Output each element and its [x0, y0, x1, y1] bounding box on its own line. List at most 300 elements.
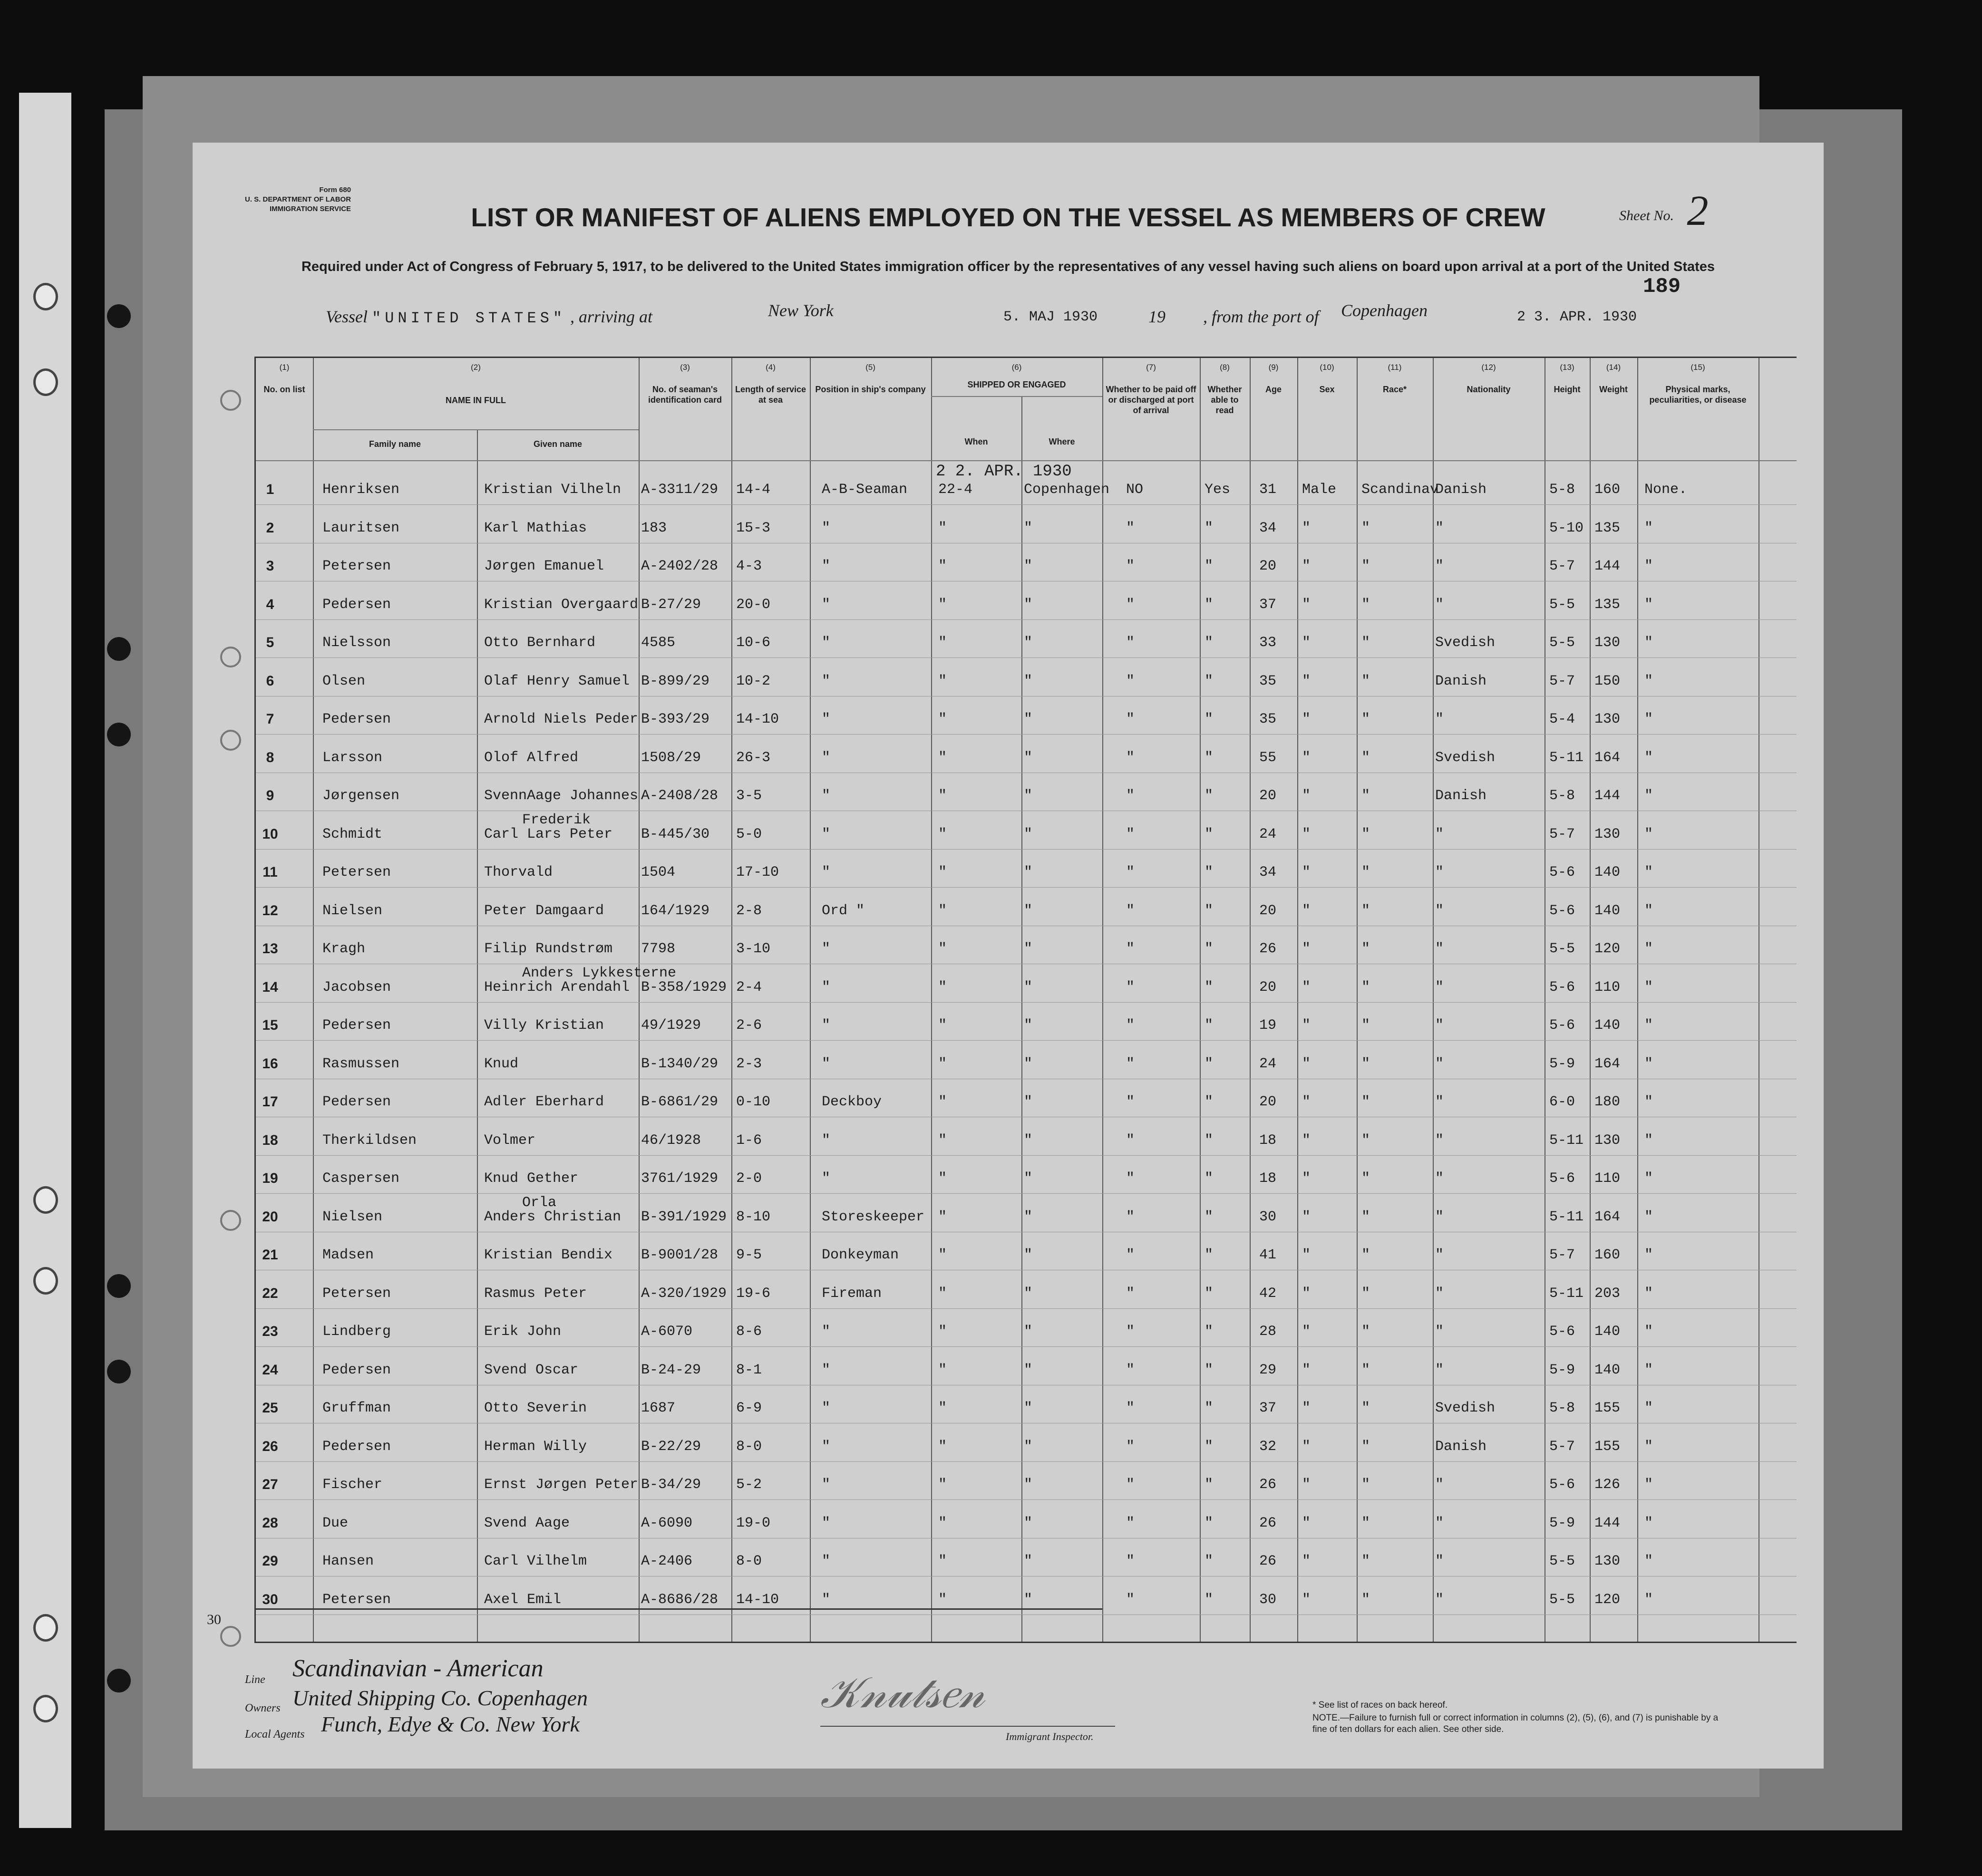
- age: 18: [1259, 1132, 1277, 1149]
- position: ": [822, 749, 831, 766]
- weight: 155: [1594, 1400, 1621, 1416]
- sex: ": [1302, 1247, 1311, 1263]
- able-to-read: ": [1205, 1055, 1214, 1072]
- race: ": [1361, 1055, 1370, 1072]
- punch-ring: [220, 730, 241, 751]
- id-card: A-6070: [641, 1324, 693, 1340]
- col-rule: [1433, 358, 1434, 1642]
- service-length: 10-6: [736, 635, 771, 651]
- given-name: Karl Mathias: [484, 520, 587, 536]
- punch-hole: [107, 1274, 131, 1298]
- sex: ": [1302, 902, 1311, 919]
- family-name: Pedersen: [322, 711, 391, 727]
- row-rule: [256, 1002, 1797, 1003]
- family-name: Therkildsen: [322, 1132, 417, 1149]
- height: 5-7: [1549, 826, 1575, 842]
- physical-marks: ": [1644, 1400, 1653, 1416]
- id-card: B-358/1929: [641, 979, 727, 996]
- row-number: 7: [266, 711, 274, 727]
- paid-off: ": [1126, 558, 1135, 574]
- nationality: ": [1435, 1324, 1444, 1340]
- race: ": [1361, 941, 1370, 957]
- given-name: Ernst Jørgen Peter: [484, 1477, 639, 1493]
- weight: 120: [1594, 1591, 1621, 1608]
- row-rule: [256, 1499, 1797, 1500]
- engaged-when: ": [938, 1055, 947, 1072]
- physical-marks: ": [1644, 1362, 1653, 1378]
- age: 30: [1259, 1209, 1277, 1225]
- engaged-when: ": [938, 596, 947, 613]
- column-number: (8): [1220, 363, 1230, 372]
- id-card: 46/1928: [641, 1132, 701, 1149]
- row-number: 1: [266, 482, 274, 497]
- nationality: ": [1435, 1591, 1444, 1608]
- weight: 140: [1594, 902, 1621, 919]
- binder-hole: [33, 283, 58, 310]
- col-rule: [477, 429, 478, 1642]
- race: ": [1361, 673, 1370, 689]
- race: ": [1361, 1400, 1370, 1416]
- page-title: LIST OR MANIFEST OF ALIENS EMPLOYED ON THE VESSEL AS MEMBERS OF CREW: [471, 203, 1545, 232]
- row-number: 19: [262, 1170, 278, 1186]
- punch-hole: [107, 1669, 131, 1692]
- margin-number: 30: [207, 1612, 221, 1627]
- id-card: B-391/1929: [641, 1209, 727, 1225]
- weight: 135: [1594, 596, 1621, 613]
- given-name: Knud: [484, 1055, 519, 1072]
- race: ": [1361, 1362, 1370, 1378]
- age: 20: [1259, 1094, 1277, 1110]
- row-number: 6: [266, 673, 274, 689]
- paid-off: ": [1126, 1362, 1135, 1378]
- agents-value: Funch, Edye & Co. New York: [321, 1712, 580, 1736]
- paid-off: ": [1126, 1400, 1135, 1416]
- able-to-read: ": [1205, 1362, 1214, 1378]
- weight: 203: [1594, 1285, 1621, 1302]
- engaged-where: ": [1024, 558, 1033, 574]
- given-name: Otto Bernhard: [484, 635, 596, 651]
- age: 20: [1259, 902, 1277, 919]
- id-card: 1504: [641, 864, 676, 880]
- height: 5-10: [1549, 520, 1584, 536]
- paid-off: ": [1126, 1515, 1135, 1531]
- weight: 164: [1594, 1055, 1621, 1072]
- family-name: Petersen: [322, 864, 391, 880]
- given-name: Axel Emil: [484, 1591, 562, 1608]
- service-length: 19-6: [736, 1285, 771, 1302]
- nationality: Svedish: [1435, 1400, 1496, 1416]
- service-length: 5-2: [736, 1477, 762, 1493]
- row-number: 30: [262, 1591, 278, 1607]
- paid-off: ": [1126, 1247, 1135, 1263]
- able-to-read: ": [1205, 558, 1214, 574]
- engaged-date-stamp: 2 2. APR. 1930: [936, 463, 1072, 481]
- given-name: Kristian Overgaard: [484, 596, 639, 613]
- engaged-when: ": [938, 1324, 947, 1340]
- height: 5-8: [1549, 482, 1575, 498]
- column-number: (4): [766, 363, 776, 372]
- engaged-where: ": [1024, 902, 1033, 919]
- service-length: 8-1: [736, 1362, 762, 1378]
- column-number: (10): [1320, 363, 1334, 372]
- engaged-where: ": [1024, 941, 1033, 957]
- position: ": [822, 1324, 831, 1340]
- family-name: Petersen: [322, 1285, 391, 1302]
- given-name: Herman Willy: [484, 1438, 587, 1455]
- id-card: B-27/29: [641, 596, 701, 613]
- row-number: 28: [262, 1515, 278, 1531]
- age: 24: [1259, 1055, 1277, 1072]
- race: ": [1361, 1515, 1370, 1531]
- age: 24: [1259, 826, 1277, 842]
- position: ": [822, 1591, 831, 1608]
- weight: 150: [1594, 673, 1621, 689]
- col-rule: [1590, 358, 1591, 1642]
- physical-marks: ": [1644, 1209, 1653, 1225]
- given-name: Rasmus Peter: [484, 1285, 587, 1302]
- able-to-read: ": [1205, 1132, 1214, 1149]
- family-name: Pedersen: [322, 1438, 391, 1455]
- family-name: Due: [322, 1515, 349, 1531]
- paid-off: ": [1126, 941, 1135, 957]
- engaged-when: ": [938, 902, 947, 919]
- family-name: Petersen: [322, 1591, 391, 1608]
- id-card: 49/1929: [641, 1017, 701, 1034]
- paid-off: ": [1126, 864, 1135, 880]
- race: ": [1361, 1170, 1370, 1187]
- col-rule: [1357, 358, 1358, 1642]
- physical-marks: ": [1644, 1324, 1653, 1340]
- family-name: Pedersen: [322, 1362, 391, 1378]
- nationality: ": [1435, 1055, 1444, 1072]
- subheader-rule: [931, 396, 1102, 397]
- weight: 120: [1594, 941, 1621, 957]
- given-name: Villy Kristian: [484, 1017, 604, 1034]
- engaged-where: ": [1024, 1591, 1033, 1608]
- height: 5-7: [1549, 1247, 1575, 1263]
- position: ": [822, 596, 831, 613]
- paid-off: ": [1126, 1477, 1135, 1493]
- engaged-when: ": [938, 1362, 947, 1378]
- stamp-number: 189: [1643, 275, 1681, 299]
- race: ": [1361, 1477, 1370, 1493]
- race: ": [1361, 1324, 1370, 1340]
- service-length: 5-0: [736, 826, 762, 842]
- given-name: Kristian Bendix: [484, 1247, 613, 1263]
- subhead-when: When: [964, 437, 988, 446]
- engaged-where: ": [1024, 1362, 1033, 1378]
- weight: 180: [1594, 1094, 1621, 1110]
- arriving-label: , arriving at: [570, 307, 653, 326]
- age: 55: [1259, 749, 1277, 766]
- sex: ": [1302, 979, 1311, 996]
- age: 31: [1259, 482, 1277, 498]
- nationality: ": [1435, 1209, 1444, 1225]
- race: Scandinav: [1361, 482, 1439, 498]
- sex: ": [1302, 1438, 1311, 1455]
- age: 20: [1259, 558, 1277, 574]
- id-card: B-445/30: [641, 826, 710, 842]
- nationality: ": [1435, 1170, 1444, 1187]
- engaged-where: ": [1024, 596, 1033, 613]
- position: Ord ": [822, 902, 865, 919]
- engaged-when: ": [938, 1094, 947, 1110]
- paid-off: ": [1126, 749, 1135, 766]
- row-number: 4: [266, 596, 274, 612]
- id-card: 183: [641, 520, 667, 536]
- nationality: ": [1435, 864, 1444, 880]
- position: Storeskeeper: [822, 1209, 925, 1225]
- paid-off: ": [1126, 1209, 1135, 1225]
- punch-hole: [107, 304, 131, 328]
- weight: 160: [1594, 482, 1621, 498]
- service-length: 0-10: [736, 1094, 771, 1110]
- column-number: (13): [1560, 363, 1574, 372]
- paid-off: ": [1126, 1170, 1135, 1187]
- inspector-label: Immigrant Inspector.: [1006, 1731, 1094, 1742]
- service-length: 14-4: [736, 482, 771, 498]
- year-label: 19: [1148, 307, 1166, 326]
- physical-marks: ": [1644, 1132, 1653, 1149]
- position: ": [822, 558, 831, 574]
- height: 5-5: [1549, 941, 1575, 957]
- id-card: B-393/29: [641, 711, 710, 727]
- given-name: Jørgen Emanuel: [484, 558, 604, 574]
- age: 26: [1259, 1553, 1277, 1569]
- service-length: 4-3: [736, 558, 762, 574]
- able-to-read: ": [1205, 1170, 1214, 1187]
- race: ": [1361, 635, 1370, 651]
- age: 33: [1259, 635, 1277, 651]
- height: 5-7: [1549, 558, 1575, 574]
- paid-off: ": [1126, 902, 1135, 919]
- races-note: * See list of races on back hereof.: [1312, 1700, 1448, 1710]
- sex: ": [1302, 673, 1311, 689]
- nationality: ": [1435, 711, 1444, 727]
- nationality: ": [1435, 1515, 1444, 1531]
- race: ": [1361, 979, 1370, 996]
- given-name: Anders Christian: [484, 1209, 622, 1225]
- arrival-port: New York: [768, 301, 834, 320]
- row-number: 23: [262, 1324, 278, 1339]
- position: ": [822, 1170, 831, 1187]
- col-rule: [810, 358, 811, 1642]
- race: ": [1361, 1553, 1370, 1569]
- id-card: A-2406: [641, 1553, 693, 1569]
- able-to-read: ": [1205, 1247, 1214, 1263]
- physical-marks: ": [1644, 826, 1653, 842]
- form-number: Form 680: [319, 186, 351, 194]
- row-rule: [256, 619, 1797, 620]
- engaged-when: ": [938, 1553, 947, 1569]
- position: ": [822, 1477, 831, 1493]
- col-rule: [1250, 358, 1251, 1642]
- position: ": [822, 1132, 831, 1149]
- family-name: Henriksen: [322, 482, 400, 498]
- position: Deckboy: [822, 1094, 882, 1110]
- row-number: 24: [262, 1362, 278, 1378]
- sex: ": [1302, 1132, 1311, 1149]
- col-rule: [1637, 358, 1638, 1642]
- nationality: Svedish: [1435, 635, 1496, 651]
- column-label: Whether to be paid off or discharged at port of arrival: [1106, 385, 1196, 415]
- age: 32: [1259, 1438, 1277, 1455]
- engaged-where: ": [1024, 1400, 1033, 1416]
- given-name: Volmer: [484, 1132, 536, 1149]
- column-label: Age: [1265, 385, 1282, 394]
- service-length: 14-10: [736, 1591, 779, 1608]
- id-card: 1508/29: [641, 749, 701, 766]
- sex: ": [1302, 826, 1311, 842]
- column-number: (14): [1606, 363, 1621, 372]
- column-label: Physical marks, peculiarities, or disease: [1649, 385, 1747, 405]
- race: ": [1361, 1285, 1370, 1302]
- height: 5-6: [1549, 1324, 1575, 1340]
- paid-off: ": [1126, 635, 1135, 651]
- weight: 135: [1594, 520, 1621, 536]
- family-name: Kragh: [322, 941, 366, 957]
- family-name: Petersen: [322, 558, 391, 574]
- position: ": [822, 1553, 831, 1569]
- service: IMMIGRATION SERVICE: [269, 205, 351, 213]
- race: ": [1361, 596, 1370, 613]
- paid-off: ": [1126, 979, 1135, 996]
- physical-marks: ": [1644, 1285, 1653, 1302]
- physical-marks: ": [1644, 596, 1653, 613]
- nationality: ": [1435, 1094, 1444, 1110]
- family-name: Jacobsen: [322, 979, 391, 996]
- family-name: Lindberg: [322, 1324, 391, 1340]
- service-length: 19-0: [736, 1515, 771, 1531]
- engaged-when: ": [938, 673, 947, 689]
- subheader-rule: [313, 429, 639, 430]
- sex: ": [1302, 711, 1311, 727]
- able-to-read: ": [1205, 902, 1214, 919]
- height: 5-4: [1549, 711, 1575, 727]
- row-rule: [256, 1308, 1797, 1309]
- paid-off: ": [1126, 788, 1135, 804]
- service-length: 17-10: [736, 864, 779, 880]
- agents-label: Local Agents: [245, 1728, 305, 1741]
- row-rule: [256, 734, 1797, 735]
- engaged-where: ": [1024, 1553, 1033, 1569]
- owners-label: Owners: [245, 1702, 281, 1714]
- height: 5-11: [1549, 1132, 1584, 1149]
- family-name: Rasmussen: [322, 1055, 400, 1072]
- sex: ": [1302, 520, 1311, 536]
- subhead-family: Family name: [369, 439, 421, 449]
- punch-hole: [107, 1360, 131, 1383]
- physical-marks: ": [1644, 864, 1653, 880]
- age: 28: [1259, 1324, 1277, 1340]
- penalty-note: NOTE.—Failure to furnish full or correct information in columns (2), (5), (6), and (7) is punishable by a fine of ten dollars for each alien. See other side.: [1312, 1713, 1719, 1734]
- column-label: Sex: [1319, 385, 1335, 394]
- service-length: 2-6: [736, 1017, 762, 1034]
- column-number: (9): [1268, 363, 1279, 372]
- engaged-where: ": [1024, 1285, 1033, 1302]
- height: 5-9: [1549, 1055, 1575, 1072]
- sex: ": [1302, 635, 1311, 651]
- engaged-when: ": [938, 749, 947, 766]
- height: 5-6: [1549, 1170, 1575, 1187]
- column-label: Length of service at sea: [735, 385, 806, 405]
- engaged-when: ": [938, 941, 947, 957]
- engaged-when: ": [938, 520, 947, 536]
- row-number: 16: [262, 1055, 278, 1072]
- paid-off: ": [1126, 1132, 1135, 1149]
- column-number: (11): [1388, 363, 1402, 372]
- paid-off: ": [1126, 1591, 1135, 1608]
- id-card: A-8686/28: [641, 1591, 719, 1608]
- engaged-where: ": [1024, 1477, 1033, 1493]
- given-name: Heinrich Arendahl: [484, 979, 630, 996]
- id-card: B-1340/29: [641, 1055, 719, 1072]
- height: 5-6: [1549, 1477, 1575, 1493]
- engaged-when: ": [938, 711, 947, 727]
- age: 26: [1259, 1515, 1277, 1531]
- age: 37: [1259, 1400, 1277, 1416]
- engaged-when: ": [938, 826, 947, 842]
- binder-hole: [33, 1614, 58, 1642]
- col-rule: [313, 358, 314, 1642]
- race: ": [1361, 1438, 1370, 1455]
- position: ": [822, 941, 831, 957]
- weight: 140: [1594, 1362, 1621, 1378]
- row-number: 2: [266, 520, 274, 536]
- given-name: Arnold Niels Peder: [484, 711, 639, 727]
- physical-marks: None.: [1644, 482, 1688, 498]
- able-to-read: ": [1205, 1477, 1214, 1493]
- line-label: Line: [245, 1673, 265, 1686]
- engaged-when: ": [938, 635, 947, 651]
- family-name: Madsen: [322, 1247, 374, 1263]
- age: 37: [1259, 596, 1277, 613]
- row-number: 20: [262, 1209, 278, 1225]
- owners-value: United Shipping Co. Copenhagen: [292, 1686, 588, 1710]
- engaged-where: ": [1024, 1209, 1033, 1225]
- punch-ring: [220, 1626, 241, 1647]
- nationality: ": [1435, 826, 1444, 842]
- physical-marks: ": [1644, 1553, 1653, 1569]
- physical-marks: ": [1644, 558, 1653, 574]
- engaged-when: 22-4: [938, 482, 973, 498]
- physical-marks: ": [1644, 1170, 1653, 1187]
- departure-port: Copenhagen: [1341, 301, 1428, 320]
- family-name: Gruffman: [322, 1400, 391, 1416]
- paid-off: ": [1126, 1285, 1135, 1302]
- sex: ": [1302, 788, 1311, 804]
- engaged-where: ": [1024, 1438, 1033, 1455]
- from-label: , from the port of: [1203, 307, 1319, 326]
- paid-off: ": [1126, 1438, 1135, 1455]
- sex: ": [1302, 1400, 1311, 1416]
- weight: 144: [1594, 558, 1621, 574]
- engaged-where: ": [1024, 1132, 1033, 1149]
- line-value: Scandinavian - American: [292, 1655, 544, 1682]
- header-rule: [256, 460, 1797, 461]
- engaged-where: ": [1024, 520, 1033, 536]
- row-number: 5: [266, 635, 274, 650]
- id-card: A-2408/28: [641, 788, 719, 804]
- row-number: 15: [262, 1017, 278, 1033]
- weight: 144: [1594, 1515, 1621, 1531]
- weight: 144: [1594, 788, 1621, 804]
- race: ": [1361, 1209, 1370, 1225]
- nationality: ": [1435, 1017, 1444, 1034]
- given-name-addition: Anders Lykkesterne: [522, 965, 677, 981]
- weight: 130: [1594, 711, 1621, 727]
- position: ": [822, 979, 831, 996]
